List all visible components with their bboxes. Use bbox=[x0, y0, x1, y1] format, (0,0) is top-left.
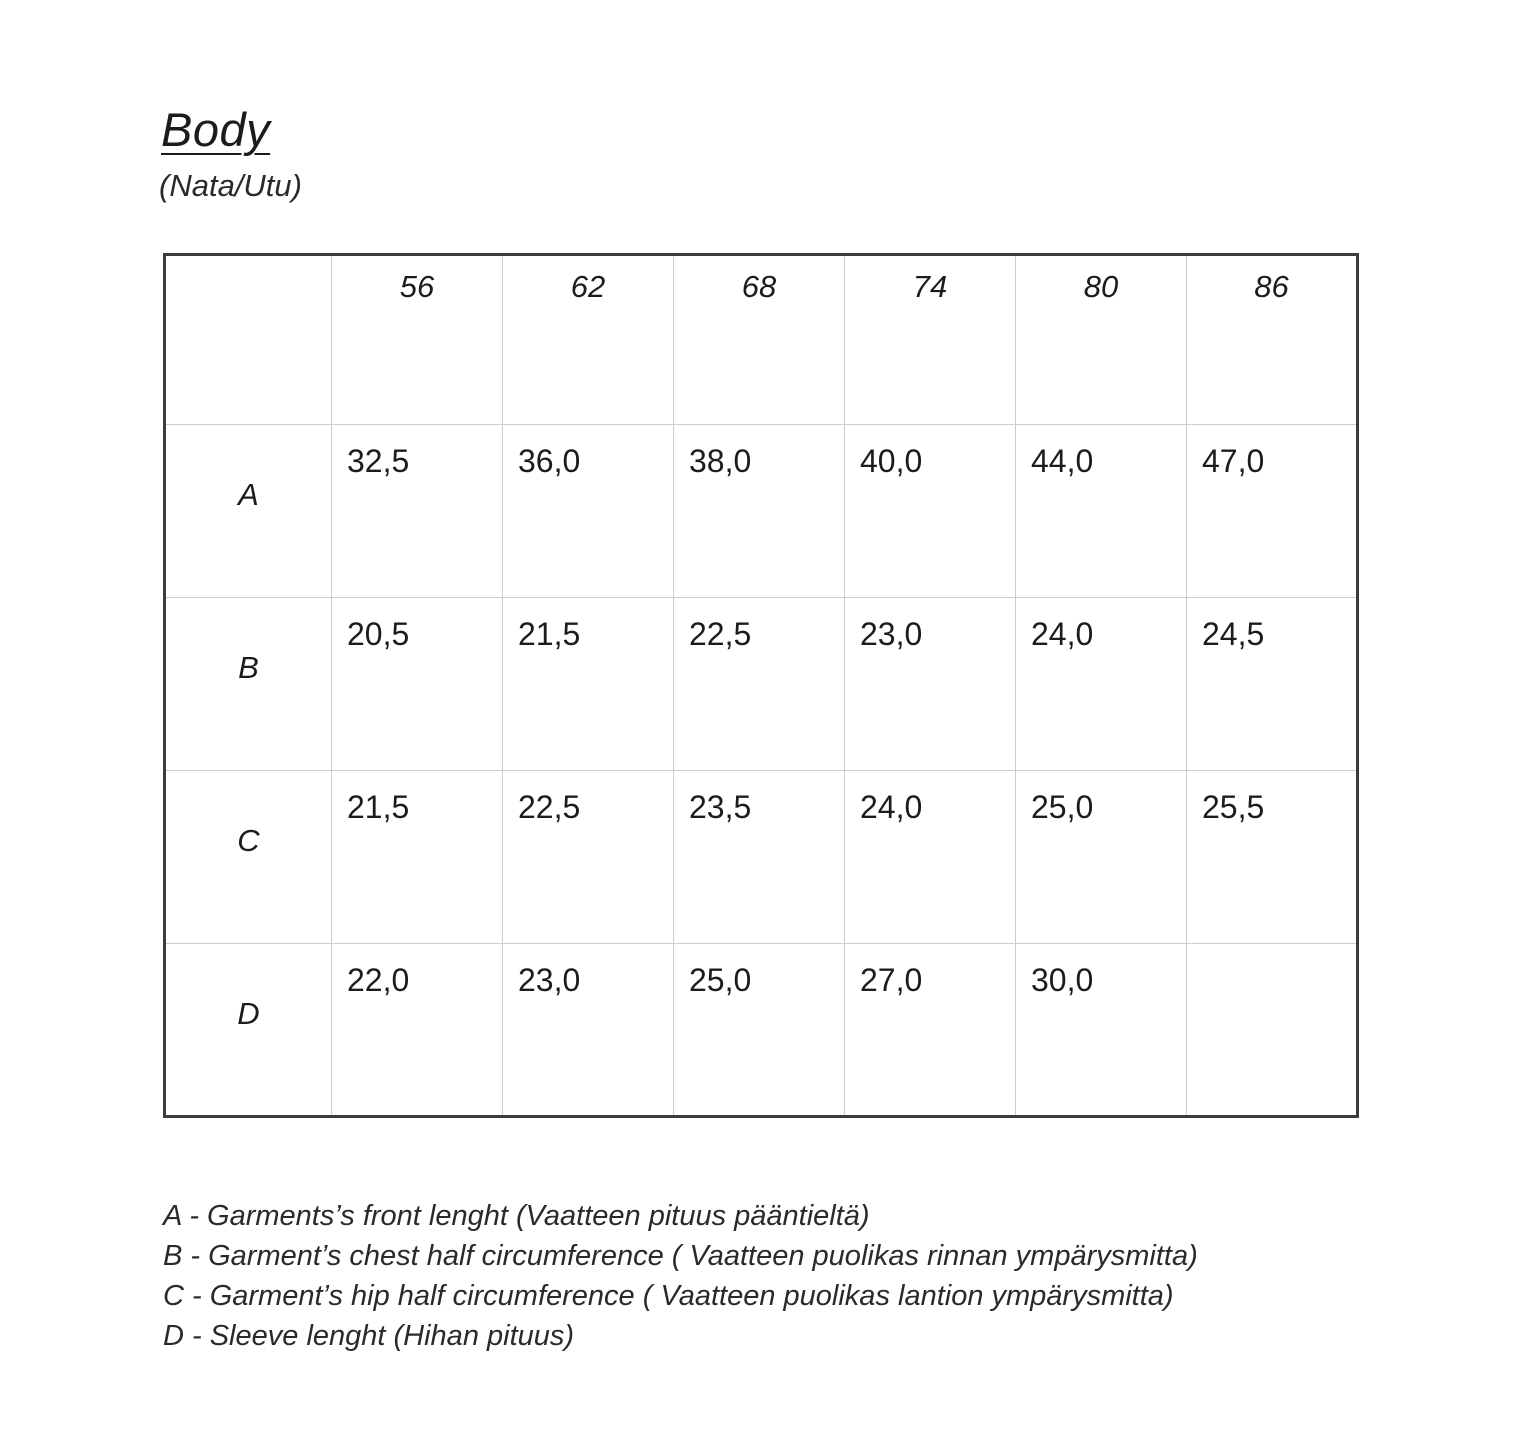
row-label-B: B bbox=[165, 598, 332, 771]
page-title: Body bbox=[161, 103, 271, 156]
measurement-cell: 20,5 bbox=[332, 598, 503, 771]
row-label-A: A bbox=[165, 425, 332, 598]
row-label-C: C bbox=[165, 771, 332, 944]
legend-line-D: D - Sleeve lenght (Hihan pituus) bbox=[163, 1320, 575, 1352]
table-row-A bbox=[165, 425, 1358, 598]
legend-line-A: A - Garments’s front lenght (Vaatteen pituus pääntieltä) bbox=[163, 1200, 870, 1232]
measurement-cell bbox=[1187, 944, 1358, 1117]
measurement-cell: 32,5 bbox=[332, 425, 503, 598]
measurement-cell: 21,5 bbox=[332, 771, 503, 944]
table-row-B bbox=[165, 598, 1358, 771]
measurement-cell: 23,0 bbox=[503, 944, 674, 1117]
measurement-cell: 23,0 bbox=[845, 598, 1016, 771]
measurement-cell: 24,0 bbox=[1016, 598, 1187, 771]
measurement-cell: 23,5 bbox=[674, 771, 845, 944]
legend-line-B: B - Garment’s chest half circumference ( Vaatteen puolikas rinnan ympärysmitta) bbox=[163, 1240, 1198, 1272]
size-header-68: 68 bbox=[674, 255, 845, 425]
measurement-cell: 30,0 bbox=[1016, 944, 1187, 1117]
table-row-C bbox=[165, 771, 1358, 944]
measurement-cell: 27,0 bbox=[845, 944, 1016, 1117]
size-header-74: 74 bbox=[845, 255, 1016, 425]
measurement-cell: 24,5 bbox=[1187, 598, 1358, 771]
measurement-cell: 25,0 bbox=[1016, 771, 1187, 944]
measurement-legend bbox=[163, 1196, 1198, 1356]
measurement-cell: 44,0 bbox=[1016, 425, 1187, 598]
measurement-cell: 22,5 bbox=[503, 771, 674, 944]
legend-line-C: C - Garment’s hip half circumference ( Vaatteen puolikas lantion ympärysmitta) bbox=[163, 1280, 1174, 1312]
corner-cell bbox=[165, 255, 332, 425]
measurement-cell: 40,0 bbox=[845, 425, 1016, 598]
measurement-cell: 24,0 bbox=[845, 771, 1016, 944]
row-label-D: D bbox=[165, 944, 332, 1117]
size-header-62: 62 bbox=[503, 255, 674, 425]
measurement-cell: 36,0 bbox=[503, 425, 674, 598]
measurement-cell: 22,5 bbox=[674, 598, 845, 771]
size-header-56: 56 bbox=[332, 255, 503, 425]
measurement-cell: 38,0 bbox=[674, 425, 845, 598]
measurement-cell: 22,0 bbox=[332, 944, 503, 1117]
page-subtitle: (Nata/Utu) bbox=[159, 168, 302, 203]
size-header-80: 80 bbox=[1016, 255, 1187, 425]
measurement-cell: 21,5 bbox=[503, 598, 674, 771]
measurement-cell: 47,0 bbox=[1187, 425, 1358, 598]
measurement-cell: 25,5 bbox=[1187, 771, 1358, 944]
table-row-D bbox=[165, 944, 1358, 1117]
table-header-row bbox=[165, 255, 1358, 425]
size-chart-table bbox=[163, 253, 1359, 1118]
size-header-86: 86 bbox=[1187, 255, 1358, 425]
measurement-cell: 25,0 bbox=[674, 944, 845, 1117]
